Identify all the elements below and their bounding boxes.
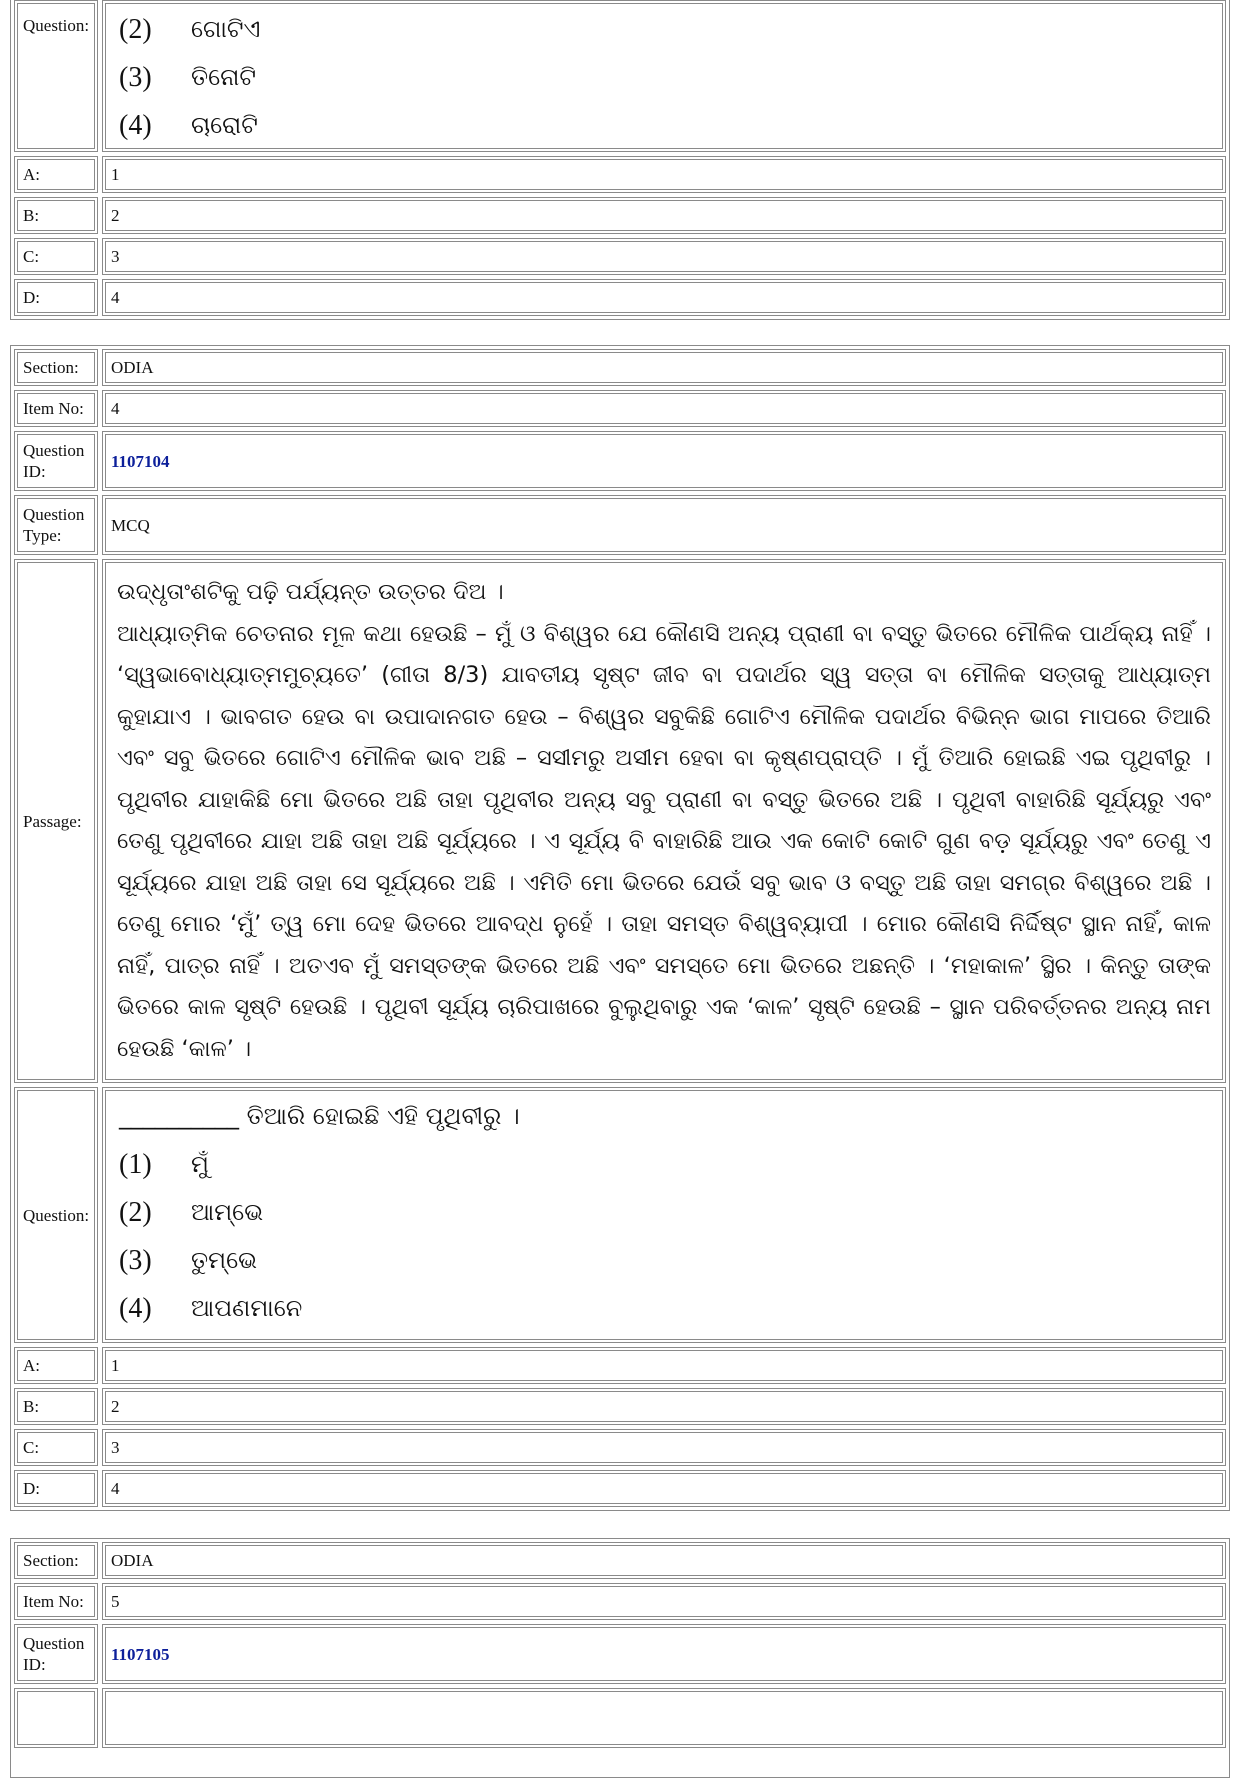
answer-value: 4 [102,1470,1226,1507]
question-block-3 [10,0,1230,320]
answer-value: 1 [102,156,1226,193]
option-text: ମୁଁ [191,1149,209,1178]
question-options [102,0,1226,152]
answer-label: B: [14,1388,98,1425]
option-text: ଆପଣମାନେ [191,1293,303,1322]
option-number: (1) [119,1148,152,1180]
option-number: (4) [119,109,152,141]
option-number: (2) [119,1196,152,1228]
answer-label: D: [14,279,98,316]
answer-value: 3 [102,1429,1226,1466]
question-type-row [14,495,1226,555]
answer-label: C: [14,1429,98,1466]
option-item [113,53,1215,101]
answer-value: 4 [102,279,1226,316]
passage-body: ଆଧ୍ୟାତ୍ମିକ ଚେତନାର ମୂଳ କଥା ହେଉଛି – ମୁଁ ଓ ବିଶ୍ୱର ଯେ କୌଣସି ଅନ୍ୟ ପ୍ରାଣୀ ବା ବସ୍ତୁ ଭିତରେ ମୌଳିକ ପାର୍ଥକ୍ୟ ନାହିଁ । ‘ସ୍ୱଭାବୋଧ୍ୟାତ୍ମମୁଚ୍ୟତେ’ (ଗୀତା 8/3) ଯାବତୀୟ ସୃଷ୍ଟ ଜୀବ ବା ପଦାର୍ଥର ସ୍ୱ ସତ୍ତା ବା ମୌଳିକ ସତ୍ତାକୁ ଆଧ୍ୟାତ୍ମ କୁହାଯାଏ । ଭାବଗତ ହେଉ ବା ଉପାଦାନଗତ ହେଉ – ବିଶ୍ୱର ସବୁକିଛି ଗୋଟିଏ ମୌଳିକ ପଦାର୍ଥର ବିଭିନ୍ନ ଭାଗ ମାପରେ ତିଆରି ଏବଂ ସବୁ ଭିତରେ ଗୋଟିଏ ମୌଳିକ ଭାବ ଅଛି – ସସୀମରୁ ଅସୀମ ହେବା ବା କୃଷ୍ଣପ୍ରାପ୍ତି । ମୁଁ ତିଆରି ହୋଇଛି ଏଇ ପୃଥିବୀରୁ । ପୃଥିବୀର ଯାହାକିଛି ମୋ ଭିତରେ ଅଛି ତାହା ପୃଥିବୀର ଅନ୍ୟ ସବୁ ପ୍ରାଣୀ ବା ବସ୍ତୁ ଭିତରେ ଅଛି । ପୃଥିବୀ ବାହାରିଛି ସୂର୍ଯ୍ୟରୁ ଏବଂ ତେଣୁ ପୃଥିବୀରେ ଯାହା ଅଛି ତାହା ଅଛି ସୂର୍ଯ୍ୟରେ । ଏ ସୂର୍ଯ୍ୟ ବି ବାହାରିଛି ଆଉ ଏକ କୋଟି କୋଟି ଗୁଣ ବଡ଼ ସୂର୍ଯ୍ୟରୁ ଏବଂ ତେଣୁ ଏ ସୂର୍ଯ୍ୟରେ ଯାହା ଅଛି ତାହା ସେ ସୂର୍ଯ୍ୟରେ ଅଛି । ଏମିତି ମୋ ଭିତରେ ଯେଉଁ ସବୁ ଭାବ ଓ ବସ୍ତୁ ଅଛି ତାହା ସମଗ୍ର ବିଶ୍ୱରେ ଅଛି । ତେଣୁ ମୋର ‘ମୁଁ’ ତ୍ୱ ମୋ ଦେହ ଭିତରେ ଆବଦ୍ଧ ନୁହେଁ । ତାହା ସମସ୍ତ ବିଶ୍ୱବ୍ୟାପୀ । ମୋର କୌଣସି ନିର୍ଦ୍ଦିଷ୍ଟ ସ୍ଥାନ ନାହିଁ, କାଳ ନାହିଁ, ପାତ୍ର ନାହିଁ । ଅତଏବ ମୁଁ ସମସ୍ତଙ୍କ ଭିତରେ ଅଛି ଏବଂ ସମସ୍ତେ ମୋ ଭିତରେ ଅଛନ୍ତି । ‘ମହାକାଳ’ ସ୍ଥିର । କିନ୍ତୁ ତାଙ୍କ ଭିତରେ କାଳ ସୃଷ୍ଟି ହେଉଛି । ପୃଥିବୀ ସୂର୍ଯ୍ୟ ଚାରିପାଖରେ ବୁଲୁଥିବାରୁ ଏକ ‘କାଳ’ ସୃଷ୍ଟି ହେଉଛି – ସ୍ଥାନ ପରିବର୍ତ୍ତନର ଅନ୍ୟ ନାମ ହେଉଛି ‘କାଳ’ । [117,620,1211,1062]
answer-value: 2 [102,1388,1226,1425]
passage-label: Passage: [14,559,98,1083]
answer-value: 1 [102,1347,1226,1384]
question-type-label: Question Type: [14,495,98,555]
item-no-label: Item No: [14,390,98,427]
question-label: Question: [14,0,98,152]
section-label: Section: [14,349,98,386]
question-content [102,1087,1226,1343]
option-number: (4) [119,1292,152,1324]
answer-label: A: [14,156,98,193]
answer-row-c [14,1429,1226,1466]
passage-row [14,559,1226,1083]
question-id-row [14,431,1226,491]
item-no-value: 4 [102,390,1226,427]
question-block-4 [10,345,1230,1511]
question-row [14,1087,1226,1343]
passage-instruction: ଉଦ୍ଧୃତାଂଶଟିକୁ ପଢ଼ି ପର୍ଯ୍ୟନ୍ତ ଉତ୍ତର ଦିଅ । [117,579,504,605]
answer-label: B: [14,197,98,234]
item-no-label: Item No: [14,1583,98,1620]
question-block-5 [10,1538,1230,1778]
option-text: ତୁମ୍ଭେ [191,1245,257,1274]
question-type-row [14,1688,1226,1748]
option-item [113,1284,1215,1332]
answer-label: A: [14,1347,98,1384]
answer-value: 2 [102,197,1226,234]
answer-row-a [14,1347,1226,1384]
option-text: ଚାରୋଟି [191,110,258,139]
section-value: ODIA [102,1542,1226,1579]
answer-value: 3 [102,238,1226,275]
item-no-value: 5 [102,1583,1226,1620]
answer-label: D: [14,1470,98,1507]
item-no-row [14,1583,1226,1620]
option-item [113,101,1215,149]
option-item [113,5,1215,53]
option-text: ଆମ୍ଭେ [191,1197,264,1226]
question-label: Question: [14,1087,98,1343]
question-id-label: Question ID: [14,431,98,491]
question-id-value: 1107105 [102,1624,1226,1684]
answer-label: C: [14,238,98,275]
question-stem: __________ ତିଆରି ହୋଇଛି ଏହି ପୃଥିବୀରୁ । [119,1101,520,1130]
question-id-label: Question ID: [14,1624,98,1684]
section-row [14,1542,1226,1579]
question-id-row [14,1624,1226,1684]
answer-row-d [14,1470,1226,1507]
answer-row-a [14,156,1226,193]
option-text: ତିନୋଟି [191,62,257,91]
option-number: (3) [119,61,152,93]
section-row [14,349,1226,386]
section-label: Section: [14,1542,98,1579]
option-text: ଗୋଟିଏ [191,14,261,43]
question-type-label [14,1688,98,1748]
passage-text [102,559,1226,1083]
option-item [113,1236,1215,1284]
option-number: (3) [119,1244,152,1276]
question-type-value [102,1688,1226,1748]
question-type-value: MCQ [102,495,1226,555]
section-value: ODIA [102,349,1226,386]
option-number: (2) [119,13,152,45]
question-row [14,0,1226,152]
item-no-row [14,390,1226,427]
answer-row-d [14,279,1226,316]
option-item [113,1188,1215,1236]
answer-row-c [14,238,1226,275]
option-item [113,1140,1215,1188]
answer-row-b [14,1388,1226,1425]
answer-row-b [14,197,1226,234]
question-id-value: 1107104 [102,431,1226,491]
